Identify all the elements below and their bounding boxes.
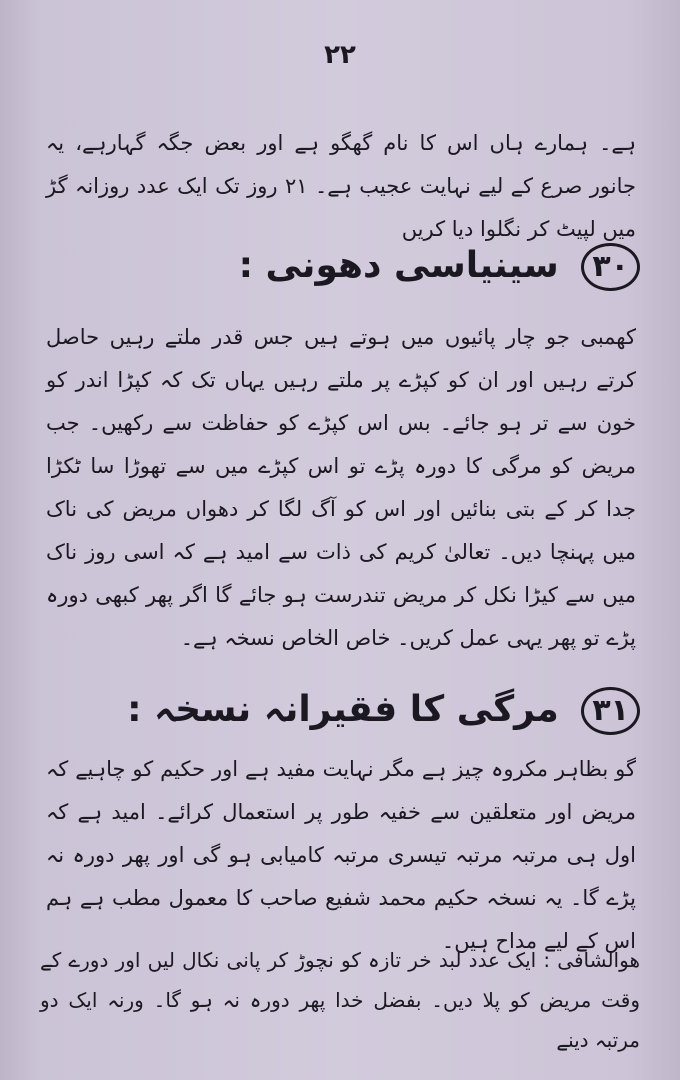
section-31-title: مرگی کا فقیرانہ نسخہ : [127, 689, 559, 730]
page-number: ۲۲ [324, 40, 356, 70]
intro-paragraph: ہے۔ ہمارے ہاں اس کا نام گھگو ہے اور بعض جگہ گہارہے، یہ جانور صرع کے لیے نہایت عجیب ہے۔ ۲۱ روز تک ایک عدد روزانہ گڑ میں لپیٹ کر نگلوا دیا کریں [46, 131, 636, 241]
section-30-number: ۳۰ [581, 243, 640, 291]
section-30-paragraph: کھمبی جو چار پائیوں میں ہوتے ہیں جس قدر ملتے رہیں حاصل کرتے رہیں اور ان کو کپڑے پر ملتے رہیں یہاں تک کہ کپڑا اندر کو خون سے تر ہو جائے۔ بس اس کپڑے کو حفاظت سے رکھیں۔ جب مریض کو مرگی کا دورہ پڑے تو اس کپڑے میں سے تھوڑا سا ٹکڑا جدا کر کے بتی بنائیں اور اس کو آگ لگا کر دھواں مریض کی ناک میں پہنچا دیں۔ تعالیٰ کریم کی ذات سے امید ہے کہ اسی روز ناک میں سے کیڑا نکل کر مریض تندرست ہو جائے گا اگر پھر کبھی دورہ پڑے تو پھر یہی عمل کریں۔ خاص الخاص نسخہ ہے۔ [46, 325, 636, 650]
section-30-heading [200, 236, 640, 296]
section-31-heading [127, 680, 640, 740]
section-31-number: ۳۱ [581, 687, 640, 735]
section-31-paragraph: گو بظاہر مکروہ چیز ہے مگر نہایت مفید ہے اور حکیم کو چاہیے کہ مریض اور متعلقین سے خفیہ طور پر استعمال کرائے۔ امید ہے کہ اول ہی مرتبہ مرتبہ تیسری مرتبہ کامیابی ہو گی اور پھر دورہ نہ پڑے گا۔ یہ نسخہ حکیم محمد شفیع صاحب کا معمول مطب ہے ہم اس کے لیے مداح ہیں۔ [46, 757, 636, 953]
remedy-paragraph: ھوالشافی : ایک عدد لبد خر تازہ کو نچوڑ کر پانی نکال لیں اور دورے کے وقت مریض کو پلا دیں۔ بفضل خدا پھر دورہ نہ ہو گا۔ ورنہ ایک دو مرتبہ دینے [40, 948, 640, 1052]
section-30-title: سینیاسی دھونی : [238, 245, 559, 286]
